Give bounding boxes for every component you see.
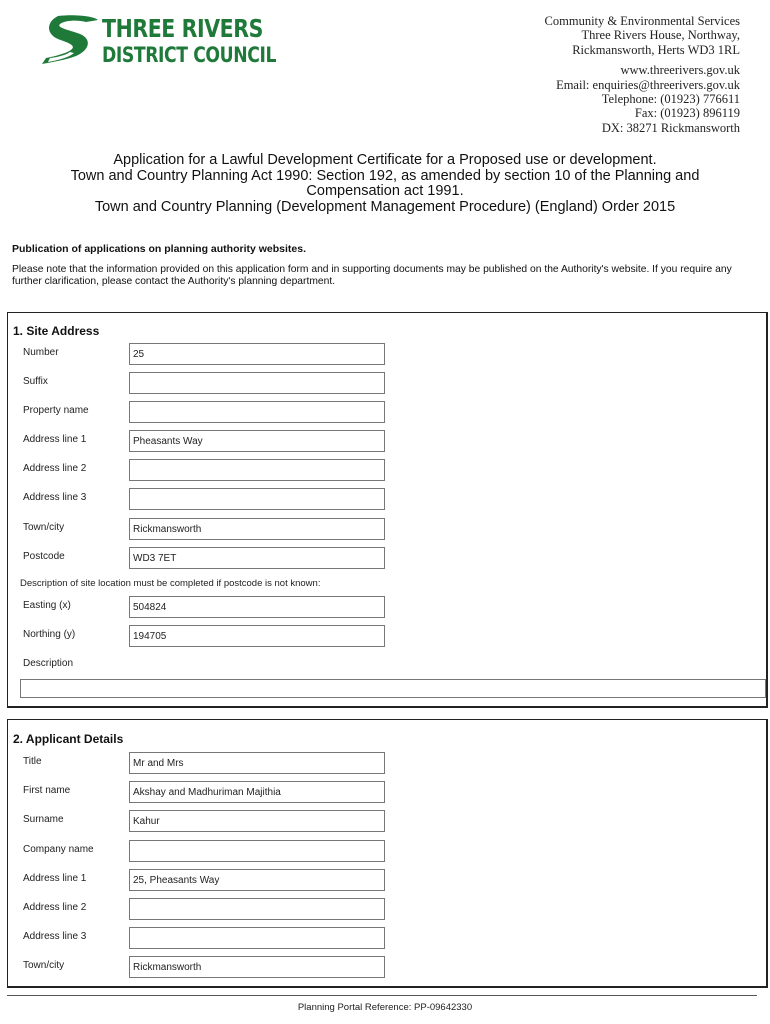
field-label: Company name — [23, 844, 94, 855]
telephone-text: Telephone: (01923) 776611 — [601, 92, 740, 107]
applicant-address-line-2-field[interactable] — [129, 898, 385, 920]
field-label: Description — [23, 658, 74, 669]
field-label: Suffix — [23, 376, 48, 387]
field-label: Town/city — [23, 960, 65, 971]
address-line: Rickmansworth, Herts WD3 1RL — [572, 42, 740, 57]
address-line: Three Rivers House, Northway, — [581, 28, 740, 43]
title-line: Town and Country Planning Act 1990: Section 192, as amended by section 10 of the Planning and — [70, 167, 700, 184]
field-label: First name — [23, 785, 71, 796]
northing-field[interactable]: 194705 — [129, 625, 385, 647]
title-line: Town and Country Planning (Development Management Procedure) (England) Order 2015 — [94, 198, 676, 215]
field-label: Town/city — [23, 522, 65, 533]
publication-heading: Publication of applications on planning authority websites. — [12, 243, 307, 255]
fax-text: Fax: (01923) 896119 — [634, 106, 740, 121]
footer-divider — [7, 995, 757, 996]
applicant-title-field[interactable]: Mr and Mrs — [129, 752, 385, 774]
applicant-company-field[interactable] — [129, 840, 385, 862]
section-title: 2. Applicant Details — [13, 732, 124, 746]
field-label: Postcode — [23, 551, 65, 562]
field-label: Number — [23, 347, 59, 358]
email-link[interactable]: Email: enquiries@threerivers.gov.uk — [556, 77, 740, 92]
publication-text: Please note that the information provided on this application form and in supporting documents may be published on the Authority's website. If you require any further clarification, please contact the Authority's planning department. — [12, 264, 732, 287]
field-label: Northing (y) — [23, 629, 76, 640]
applicant-address-line-3-field[interactable] — [129, 927, 385, 949]
location-note: Description of site location must be completed if postcode is not known: — [20, 578, 321, 589]
site-description-field[interactable] — [20, 679, 766, 698]
applicant-first-name-field[interactable]: Akshay and Madhuriman Majithia — [129, 781, 385, 803]
field-label: Address line 3 — [23, 931, 87, 942]
field-label: Address line 1 — [23, 873, 87, 884]
form-title — [30, 153, 740, 215]
field-label: Address line 2 — [23, 902, 87, 913]
logo-line-1: THREE RIVERS — [102, 14, 263, 43]
field-label: Easting (x) — [23, 600, 71, 611]
site-address-line-3-field[interactable] — [129, 488, 385, 510]
address-line: Community & Environmental Services — [544, 14, 740, 28]
field-label: Address line 2 — [23, 463, 87, 474]
easting-field[interactable]: 504824 — [129, 596, 385, 618]
applicant-surname-field[interactable]: Kahur — [129, 810, 385, 832]
field-label: Address line 3 — [23, 492, 87, 503]
site-suffix-field[interactable] — [129, 372, 385, 394]
river-swirl-icon — [40, 12, 102, 68]
site-postcode-field[interactable]: WD3 7ET — [129, 547, 385, 569]
site-property-name-field[interactable] — [129, 401, 385, 423]
applicant-address-line-1-field[interactable]: 25, Pheasants Way — [129, 869, 385, 891]
council-logo — [40, 12, 277, 74]
field-label: Title — [23, 756, 42, 767]
title-line: Application for a Lawful Development Certificate for a Proposed use or development. — [113, 152, 657, 168]
field-label: Property name — [23, 405, 89, 416]
section-title: 1. Site Address — [13, 324, 100, 338]
site-town-field[interactable]: Rickmansworth — [129, 518, 385, 540]
dx-text: DX: 38271 Rickmansworth — [601, 120, 740, 135]
council-address — [545, 14, 740, 135]
logo-line-2: DISTRICT COUNCIL — [102, 43, 277, 67]
applicant-town-field[interactable]: Rickmansworth — [129, 956, 385, 978]
site-address-line-1-field[interactable]: Pheasants Way — [129, 430, 385, 452]
title-line: Compensation act 1991. — [306, 183, 464, 199]
applicant-details-section — [7, 719, 768, 988]
site-address-section — [7, 312, 768, 708]
field-label: Surname — [23, 814, 64, 825]
field-label: Address line 1 — [23, 434, 87, 445]
portal-reference: Planning Portal Reference: PP-09642330 — [297, 1002, 473, 1013]
site-number-field[interactable]: 25 — [129, 343, 385, 365]
website-link[interactable]: www.threerivers.gov.uk — [620, 63, 740, 78]
site-address-line-2-field[interactable] — [129, 459, 385, 481]
